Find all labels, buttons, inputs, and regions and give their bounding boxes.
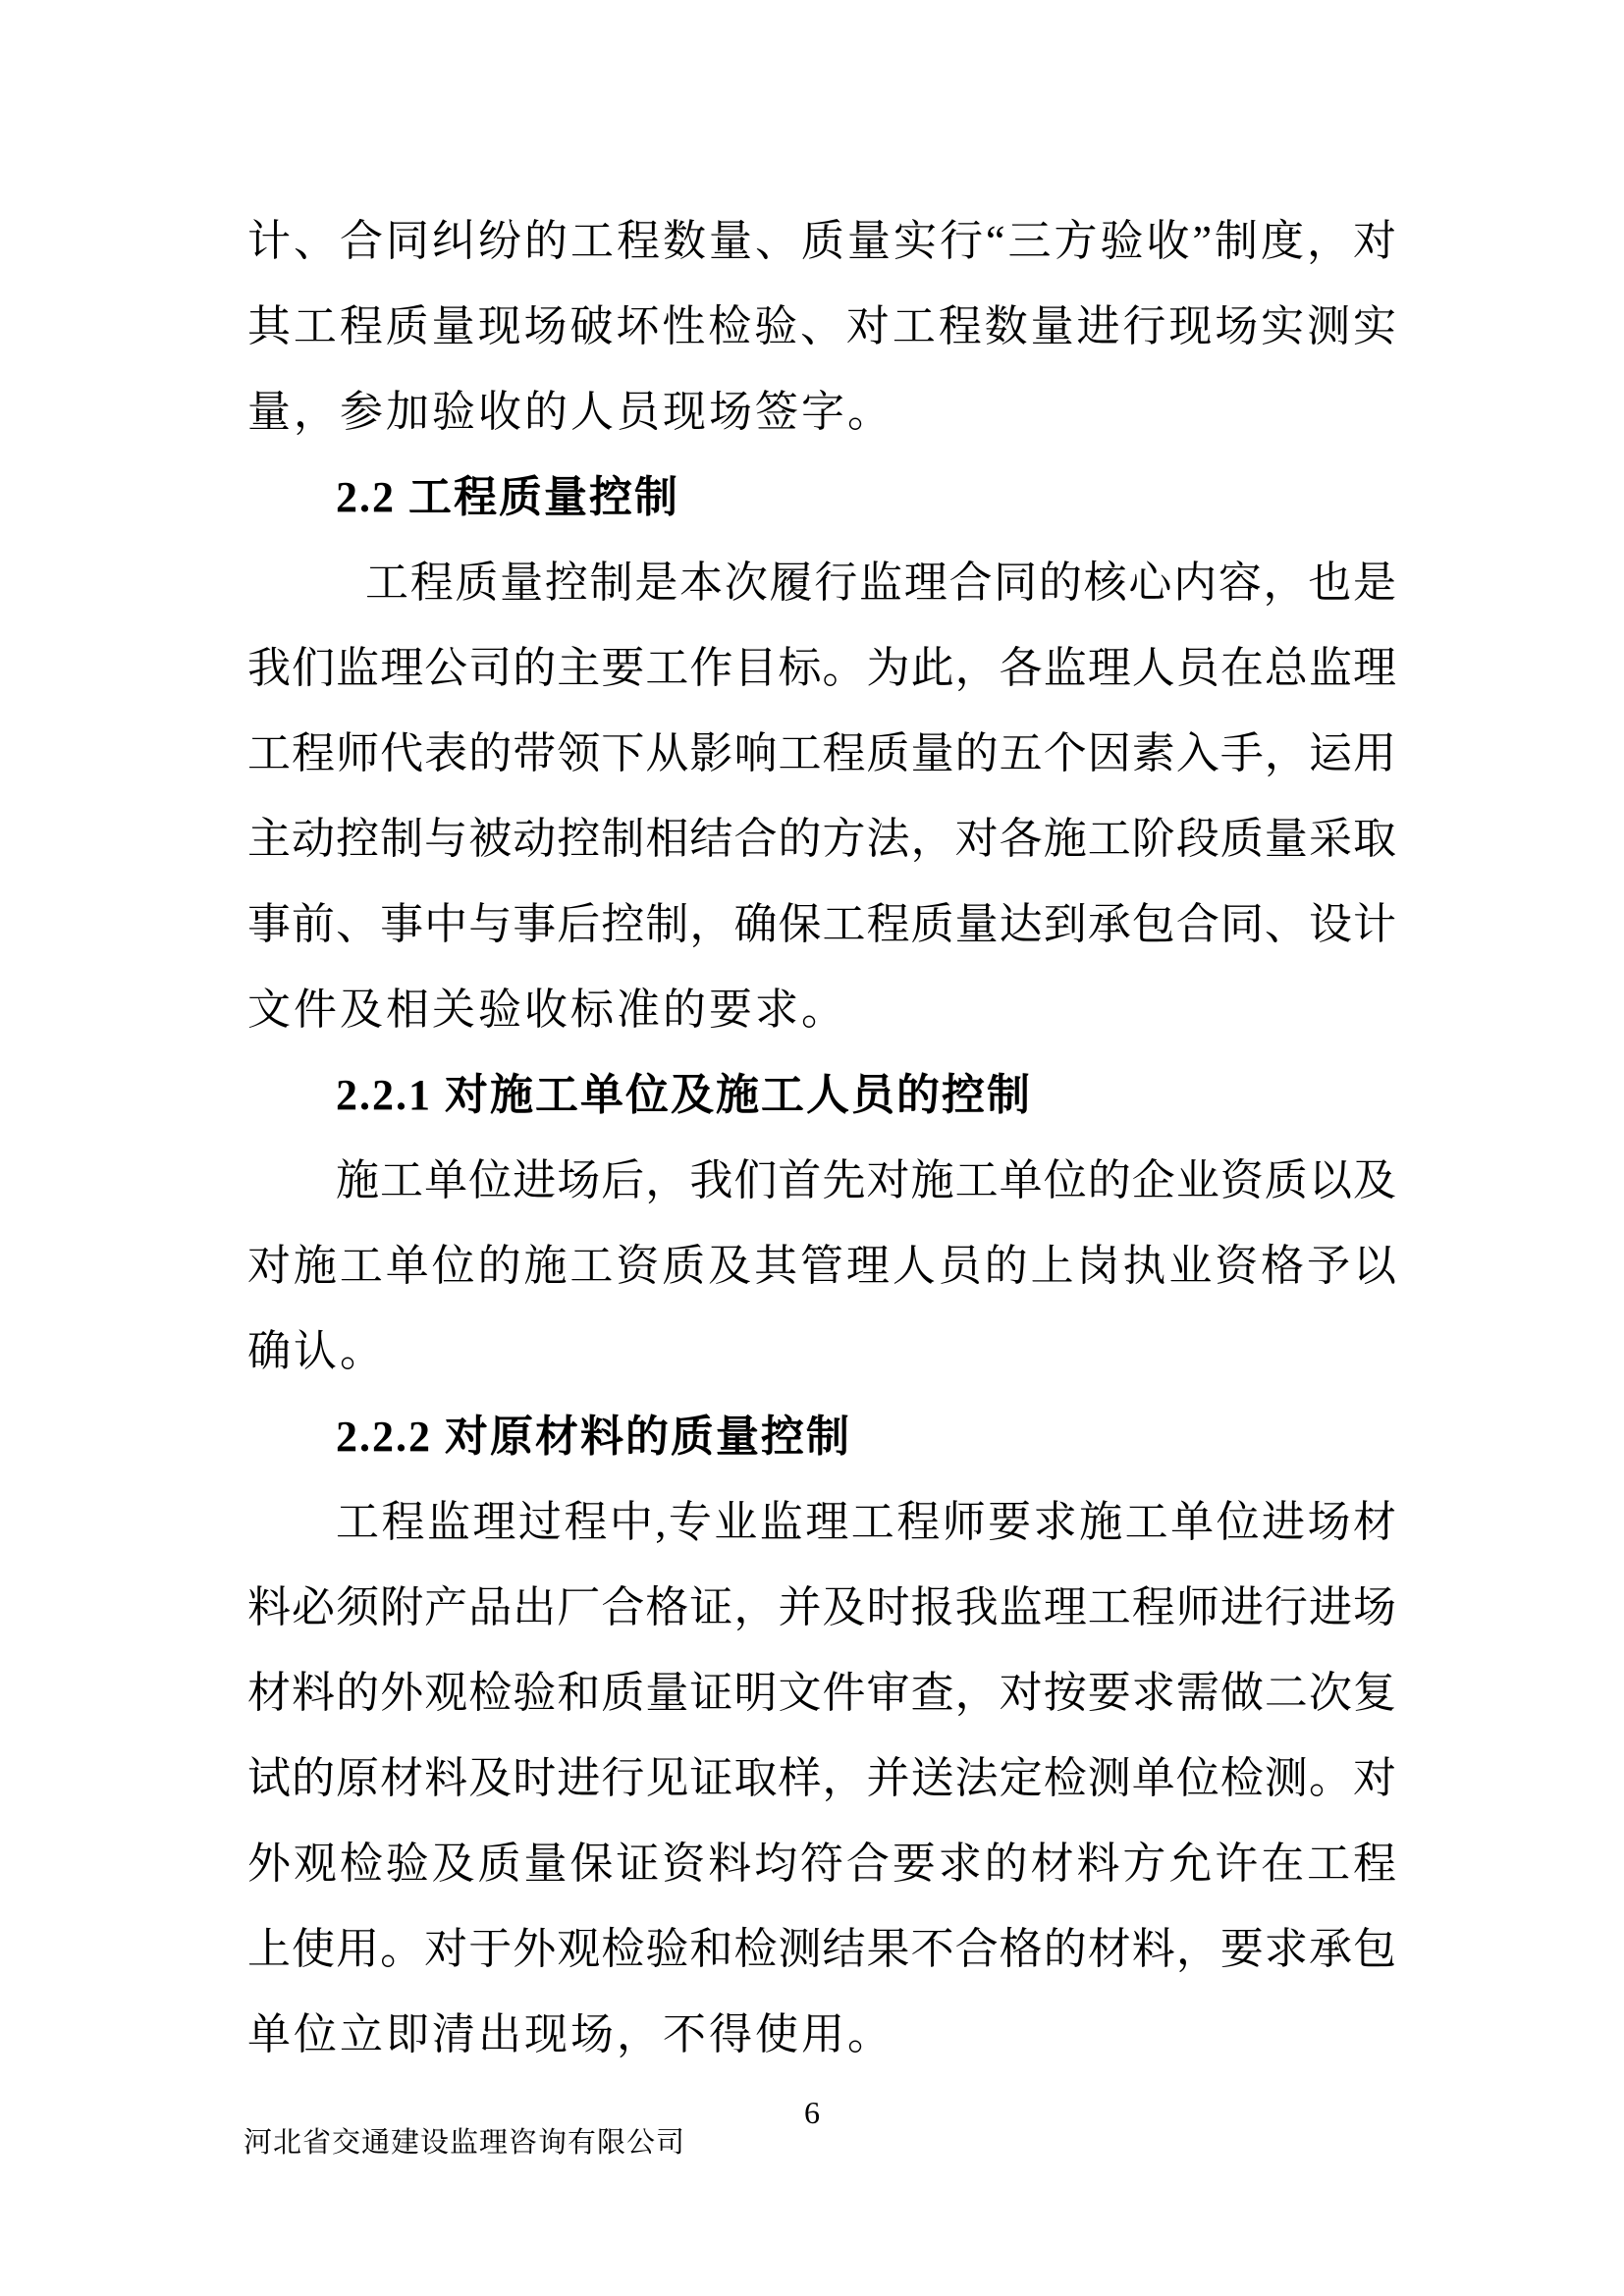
body-line: 事前、事中与事后控制，确保工程质量达到承包合同、设计	[247, 900, 1396, 948]
body-line: 我们监理公司的主要工作目标。为此，各监理人员在总监理	[247, 644, 1396, 692]
body-line: 料必须附产品出厂合格证，并及时报我监理工程师进行进场	[247, 1583, 1396, 1631]
heading-2-2: 2.2 工程质量控制	[336, 473, 679, 521]
body-line: 试的原材料及时进行见证取样，并送法定检测单位检测。对	[247, 1754, 1396, 1802]
body-line: 工程质量控制是本次履行监理合同的核心内容，也是	[365, 559, 1396, 607]
heading-2-2-1: 2.2.1 对施工单位及施工人员的控制	[336, 1071, 1032, 1119]
body-line: 主动控制与被动控制相结合的方法，对各施工阶段质量采取	[247, 815, 1396, 863]
body-line: 单位立即清出现场，不得使用。	[247, 2010, 893, 2058]
body-line: 计、合同纠纷的工程数量、质量实行“三方验收”制度，对	[247, 217, 1396, 265]
body-line: 对施工单位的施工资质及其管理人员的上岗执业资格予以	[247, 1242, 1396, 1290]
heading-2-2-2: 2.2.2 对原材料的质量控制	[336, 1413, 851, 1461]
body-line: 量，参加验收的人员现场签字。	[247, 388, 893, 436]
body-line: 工程师代表的带领下从影响工程质量的五个因素入手，运用	[247, 729, 1396, 777]
body-line: 确认。	[247, 1327, 386, 1375]
body-line: 工程监理过程中,专业监理工程师要求施工单位进场材	[336, 1498, 1396, 1546]
body-line: 文件及相关验收标准的要求。	[247, 986, 847, 1034]
body-line: 施工单位进场后，我们首先对施工单位的企业资质以及	[336, 1156, 1396, 1204]
body-line: 材料的外观检验和质量证明文件审查，对按要求需做二次复	[247, 1669, 1396, 1717]
footer-company-name: 河北省交通建设监理咨询有限公司	[244, 2127, 686, 2159]
body-line: 上使用。对于外观检验和检测结果不合格的材料，要求承包	[247, 1925, 1396, 1973]
document-body	[247, 198, 1396, 2077]
page-number: 6	[804, 2095, 820, 2130]
body-line: 其工程质量现场破坏性检验、对工程数量进行现场实测实	[247, 302, 1396, 350]
body-line: 外观检验及质量保证资料均符合要求的材料方允许在工程	[247, 1840, 1396, 1888]
